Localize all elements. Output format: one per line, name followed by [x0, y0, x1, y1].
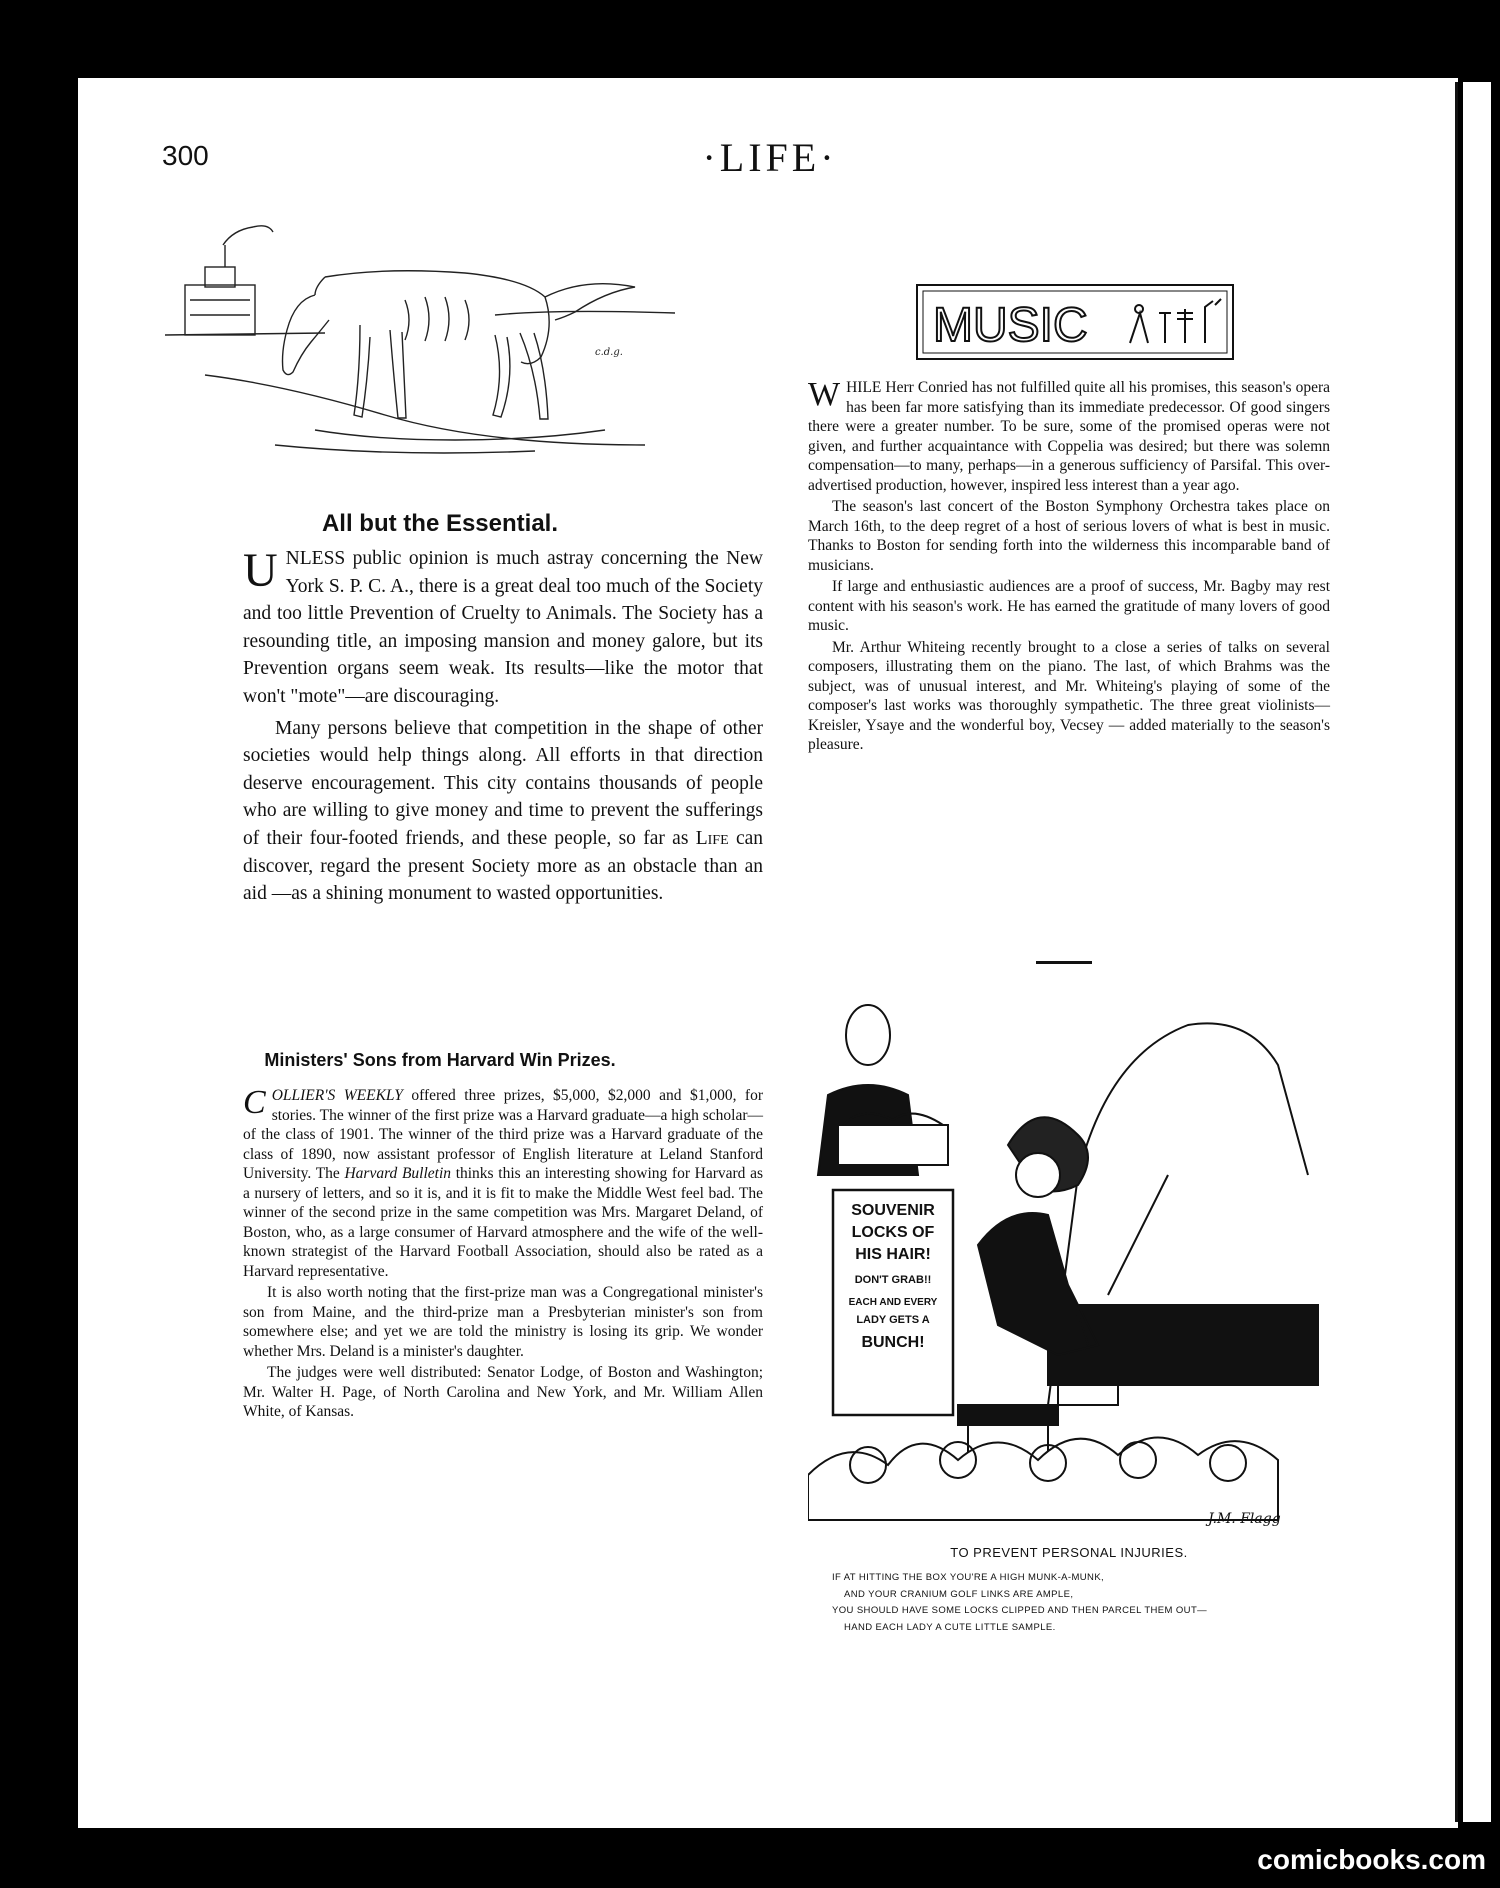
- verse-line: IF AT HITTING THE BOX YOU'RE A HIGH MUNK-A-MUNK,: [832, 1572, 1105, 1583]
- sign-line: SOUVENIR: [851, 1202, 935, 1219]
- article-paragraph: [243, 545, 763, 711]
- article-paragraph: The judges were well distributed: Senator Lodge, of Boston and Washington; Mr. Walter H. Page, of North Carolina and New York, and Mr. William Allen White, of Kansas.: [243, 1364, 763, 1420]
- music-title: MUSIC: [933, 299, 1088, 352]
- music-body: [808, 378, 1330, 755]
- svg-text:c.d.g.: c.d.g.: [595, 347, 623, 358]
- verse-line: HAND EACH LADY A CUTE LITTLE SAMPLE.: [844, 1621, 1056, 1633]
- pianist-cartoon: [808, 975, 1330, 1530]
- article-paragraph: Mr. Arthur Whiteing recently brought to a close a series of talks on several composers, illustrating them on the piano. The last, of which Brahms was the subject, was of unusual interest, and Mr. Whiteing's playing of some of the composer's last works was thoroughly sympathetic. The three great violinists—Kreisler, Ysaye and the wonderful boy, Vecsey — added materially to the season's pleasure.: [808, 638, 1330, 753]
- dropcap: U: [243, 544, 278, 597]
- article-title: Ministers' Sons from Harvard Win Prizes.: [264, 1050, 616, 1070]
- paragraph-text: NLESS public opinion is much astray concerning the New York S. P. C. A., there is a great deal too much of the Society and too little Prevention of Cruelty to Animals. The Society has a resounding title, an imposing mansion and money galore, but its Prevention organs seem weak. Its results—like the motor that won't "mote"—are discouraging.: [243, 548, 763, 707]
- paragraph-text: offered three prizes, $5,000, $2,000 and $1,000, for stories. The winner of the first prize was a Harvard graduate—a high scholar—of the class of 1901. The winner of the third prize was a Harvard graduate of the class of 1890, now assistant professor of English literature at Leland Stanford University. The: [243, 1087, 764, 1182]
- paragraph-text: Many persons believe that competition in the shape of other societies would help things along. All efforts in that direction deserve encouragement. This city contains thousands of people who are willing to give money and time to prevent the sufferings of their four-footed friends, and these people, so far as: [243, 717, 763, 849]
- sign-line: HIS HAIR!: [855, 1246, 931, 1263]
- page-number: 300: [162, 140, 209, 171]
- artist-signature: J.M. Flagg: [1208, 1511, 1281, 1527]
- adjacent-page-edge: [1463, 82, 1491, 1822]
- article-body: [243, 545, 763, 908]
- cartoon-verse: [832, 1570, 1332, 1636]
- sign-line: BUNCH!: [861, 1334, 925, 1351]
- article-paragraph: If large and enthusiastic audiences are a proof of success, Mr. Bagby may rest content with his season's work. He has earned the gratitude of many lovers of good music.: [808, 578, 1330, 634]
- verse-line: YOU SHOULD HAVE SOME LOCKS CLIPPED AND THEN PARCEL THEM OUT—: [832, 1605, 1208, 1616]
- paragraph-text: OLLIER'S WEEKLY: [271, 1087, 403, 1104]
- horse-illustration: [165, 205, 675, 465]
- article-paragraph: The season's last concert of the Boston Symphony Orchestra takes place on March 16th, to the deep regret of a host of serious lovers of what is best in music. Thanks to Boston for sending forth into the wilderness this incomparable band of musicians.: [808, 498, 1330, 574]
- watermark: comicbooks.com: [1257, 1844, 1486, 1875]
- masthead: ·LIFE·: [702, 135, 838, 180]
- article-body: [243, 1086, 763, 1422]
- dropcap: W: [808, 376, 841, 413]
- article-paragraph: [243, 1086, 763, 1281]
- sign-line: LOCKS OF: [851, 1224, 935, 1241]
- article-paragraph: It is also worth noting that the first-prize man was a Congregational minister's son from Maine, and the third-prize man a Presbyterian minister's son from somewhere else; and yet we are told the ministry is losing its grip. We wonder whether Mrs. Deland is a minister's daughter.: [243, 1284, 763, 1360]
- cartoon-caption-title: TO PREVENT PERSONAL INJURIES.: [950, 1545, 1188, 1560]
- sign-line: EACH AND EVERY: [848, 1297, 938, 1308]
- article-paragraph: [808, 378, 1330, 495]
- paragraph-text: HILE Herr Conried has not fulfilled quite all his promises, this season's opera has been far more satisfying than its immediate predecessor. Of good singers there were a greater number. To be sure, some of the promised operas were not given, and further acquaintance with Coppelia was desired; but there was solemn compensation—to many, perhaps—in a generous sufficiency of Parsifal. This over-advertised production, however, inspired less interest than a year ago.: [808, 379, 1330, 494]
- section-rule: [1036, 961, 1092, 964]
- verse-line: AND YOUR CRANIUM GOLF LINKS ARE AMPLE,: [844, 1588, 1074, 1600]
- article-title: All but the Essential.: [321, 510, 559, 537]
- paragraph-text: Harvard Bulletin: [344, 1165, 452, 1182]
- dropcap: C: [243, 1084, 266, 1121]
- paragraph-text: can discover, regard the present Society more as an obstacle than an aid —as a shining monument to wasted opportunities.: [243, 827, 764, 905]
- music-header: [915, 283, 1235, 361]
- gutter-line: [1455, 82, 1458, 1822]
- life-smallcaps: Life: [695, 827, 729, 849]
- paragraph-text: thinks this an interesting showing for Harvard as a nursery of letters, and so it is, and it is fit to make the Middle West feel bad. The winner of the second prize in the same competition was Mrs. Margaret Deland, of Boston, who, as a large consumer of Harvard atmosphere and the wife of the well-known strategist of the Harvard Football Association, should also be rated as a Harvard representative.: [243, 1165, 764, 1280]
- sign-line: LADY GETS A: [856, 1314, 930, 1326]
- article-paragraph: [243, 715, 763, 908]
- sign-line: DON'T GRAB!!: [854, 1274, 932, 1286]
